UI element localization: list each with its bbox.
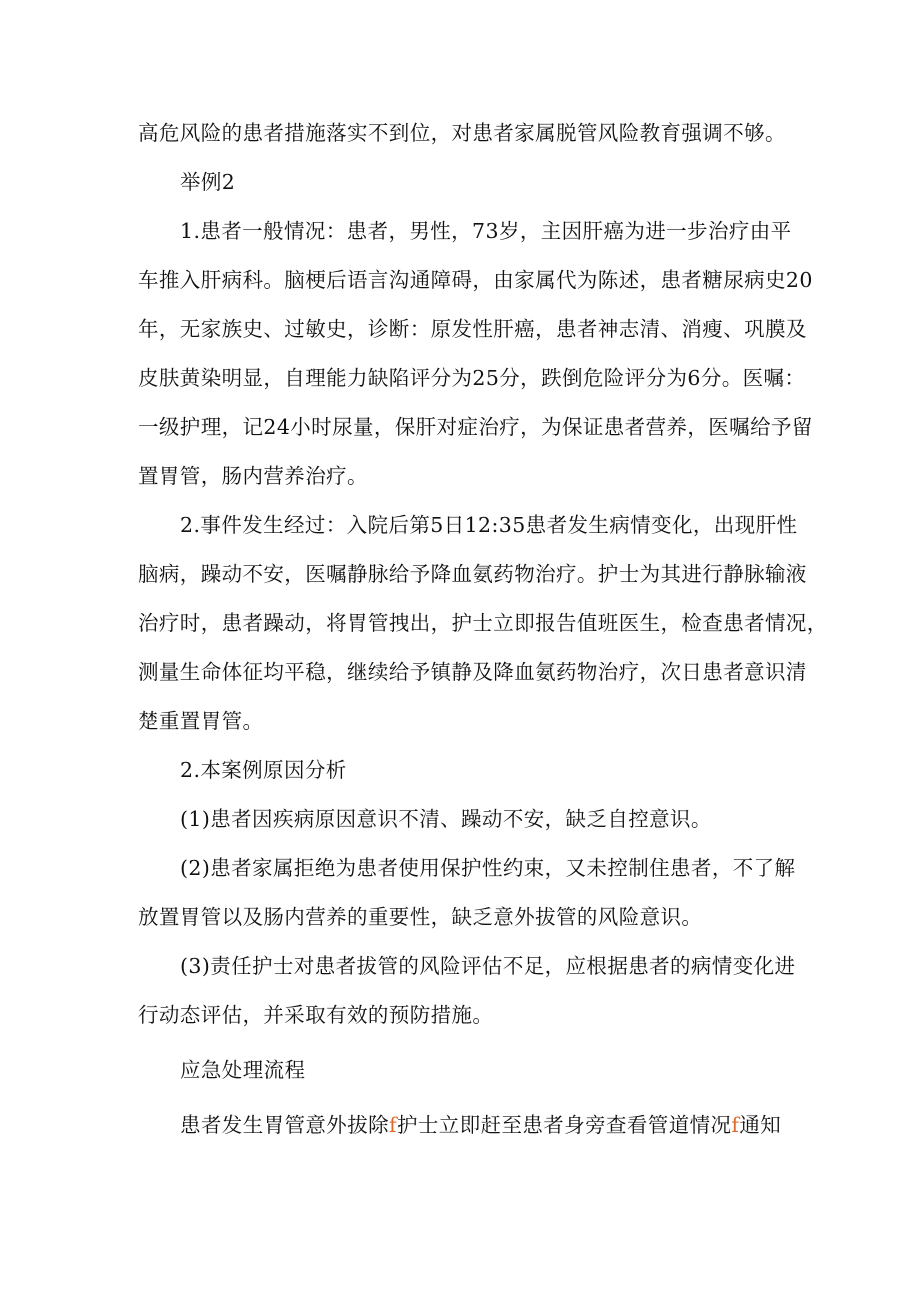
paragraph-line: 一级护理，记24小时尿量，保肝对症治疗，为保证患者营养，医嘱给予留 bbox=[138, 415, 813, 439]
paragraph-line: (1)患者因疾病原因意识不清、躁动不安，缺乏自控意识。 bbox=[180, 807, 712, 831]
paragraph-line: 2.事件发生经过：入院后第5日12:35患者发生病情变化，出现肝性 bbox=[180, 513, 798, 537]
arrow-icon: f bbox=[731, 1113, 740, 1137]
flow-step: 护士立即赶至患者身旁查看管道情况 bbox=[397, 1113, 732, 1137]
paragraph-line: 高危风险的患者措施落实不到位，对患者家属脱管风险教育强调不够。 bbox=[138, 121, 786, 145]
paragraph-line: 年，无家族史、过敏史，诊断：原发性肝癌，患者神志清、消瘦、巩膜及 bbox=[138, 317, 807, 341]
flow-line bbox=[180, 1110, 800, 1140]
paragraph-line: 行动态评估，并采取有效的预防措施。 bbox=[138, 1003, 494, 1027]
flow-step: 患者发生胃管意外拔除 bbox=[180, 1113, 389, 1137]
paragraph-line: (3)责任护士对患者拔管的风险评估不足，应根据患者的病情变化进 bbox=[180, 954, 796, 978]
paragraph-line: (2)患者家属拒绝为患者使用保护性约束，又未控制住患者，不了解 bbox=[180, 856, 796, 880]
arrow-icon: f bbox=[389, 1113, 397, 1137]
paragraph-line: 1.患者一般情况：患者，男性，73岁，主因肝癌为进一步治疗由平 bbox=[180, 219, 792, 243]
paragraph-line: 皮肤黄染明显，自理能力缺陷评分为25分，跌倒危险评分为6分。医嘱： bbox=[138, 366, 806, 390]
section-heading: 2.本案例原因分析 bbox=[180, 758, 347, 782]
paragraph-line: 治疗时，患者躁动，将胃管拽出，护士立即报告值班医生，检查患者情况， bbox=[138, 611, 828, 635]
paragraph-line: 车推入肝病科。脑梗后语言沟通障碍，由家属代为陈述，患者糖尿病史20 bbox=[138, 268, 813, 292]
paragraph-line: 脑病，躁动不安，医嘱静脉给予降血氨药物治疗。护士为其进行静脉输液 bbox=[138, 562, 807, 586]
section-heading: 应急处理流程 bbox=[180, 1058, 306, 1082]
paragraph-line: 放置胃管以及肠内营养的重要性，缺乏意外拔管的风险意识。 bbox=[138, 905, 703, 929]
paragraph-line: 测量生命体征均平稳，继续给予镇静及降血氨药物治疗，次日患者意识清 bbox=[138, 660, 807, 684]
paragraph-line: 置胃管，肠内营养治疗。 bbox=[138, 464, 368, 488]
paragraph-line: 楚重置胃管。 bbox=[138, 709, 264, 733]
flow-step: 通知 bbox=[739, 1113, 782, 1137]
section-heading: 举例2 bbox=[180, 170, 236, 194]
